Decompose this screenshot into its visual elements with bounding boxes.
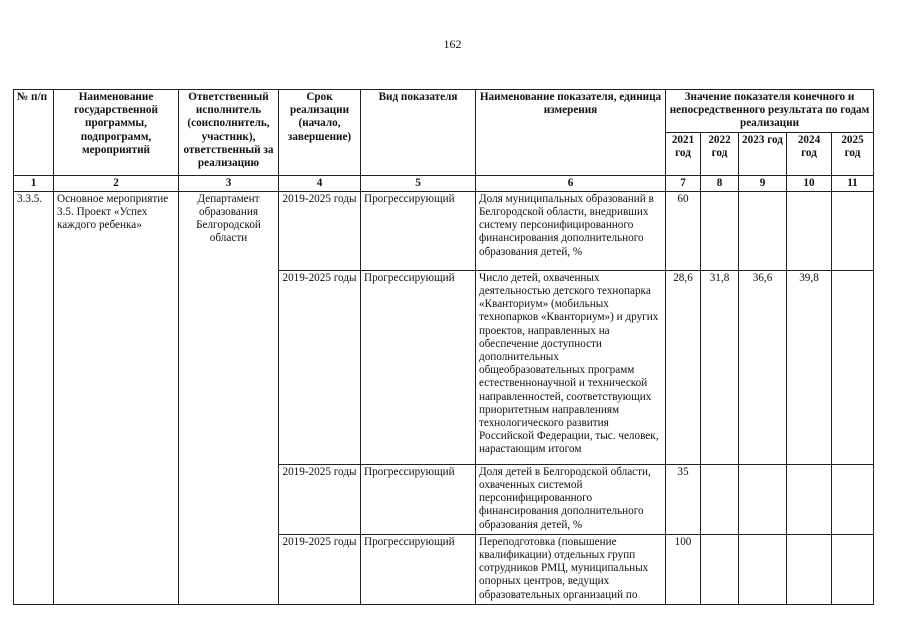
value-2021: 100: [666, 534, 701, 604]
item-number: 3.3.5.: [14, 191, 54, 604]
header-year-2024: 2024 год: [787, 132, 832, 175]
header-number: № п/п: [14, 90, 54, 176]
value-2025: [832, 534, 874, 604]
item-executor: Департамент образования Белгородской области: [179, 191, 279, 604]
value-2024: 39,8: [787, 270, 832, 464]
value-2024: [787, 464, 832, 534]
value-2021: 35: [666, 464, 701, 534]
column-number: 2: [54, 175, 179, 191]
indicator-kind-cell: Прогрессирующий: [361, 191, 476, 270]
header-year-2022: 2022 год: [701, 132, 739, 175]
column-number: 11: [832, 175, 874, 191]
value-2025: [832, 270, 874, 464]
value-2023: [739, 191, 787, 270]
term-cell: 2019-2025 годы: [279, 270, 361, 464]
value-2022: [701, 534, 739, 604]
indicators-table: [13, 89, 874, 605]
indicator-name-cell: Доля муниципальных образований в Белгородской области, внедривших систему персонифицированного финансирования дополнительного образования детей, %: [476, 191, 666, 270]
value-2025: [832, 464, 874, 534]
indicator-kind-cell: Прогрессирующий: [361, 270, 476, 464]
item-name: Основное мероприятие 3.5. Проект «Успех каждого ребенка»: [54, 191, 179, 604]
column-number: 6: [476, 175, 666, 191]
header-year-2023: 2023 год: [739, 132, 787, 175]
value-2024: [787, 191, 832, 270]
header-values-group: Значение показателя конечного и непосредственного результата по годам реализации: [666, 90, 874, 133]
value-2023: 36,6: [739, 270, 787, 464]
column-number: 8: [701, 175, 739, 191]
value-2023: [739, 464, 787, 534]
value-2024: [787, 534, 832, 604]
table-row: [14, 191, 874, 270]
header-year-2025: 2025 год: [832, 132, 874, 175]
indicator-name-cell: Доля детей в Белгородской области, охваченных системой персонифицированного финансирования дополнительного образования детей, %: [476, 464, 666, 534]
value-2025: [832, 191, 874, 270]
column-number: 7: [666, 175, 701, 191]
value-2021: 28,6: [666, 270, 701, 464]
column-number: 1: [14, 175, 54, 191]
term-cell: 2019-2025 годы: [279, 534, 361, 604]
page-number: 162: [443, 37, 462, 51]
indicator-name-cell: Переподготовка (повышение квалификации) отдельных групп сотрудников РМЦ, муниципальных опорных центров, ведущих образовательных организаций по: [476, 534, 666, 604]
header-executor: Ответственный исполнитель (соисполнитель, участник), ответственный за реализацию: [179, 90, 279, 176]
header-program-name: Наименование государственной программы, подпрограмм, мероприятий: [54, 90, 179, 176]
column-number: 5: [361, 175, 476, 191]
header-indicator-kind: Вид показателя: [361, 90, 476, 176]
value-2022: [701, 191, 739, 270]
term-cell: 2019-2025 годы: [279, 191, 361, 270]
value-2022: [701, 464, 739, 534]
indicator-kind-cell: Прогрессирующий: [361, 464, 476, 534]
column-number: 3: [179, 175, 279, 191]
header-indicator-name: Наименование показателя, единица измерения: [476, 90, 666, 176]
column-number: 10: [787, 175, 832, 191]
header-year-2021: 2021 год: [666, 132, 701, 175]
term-cell: 2019-2025 годы: [279, 464, 361, 534]
indicator-kind-cell: Прогрессирующий: [361, 534, 476, 604]
indicator-name-cell: Число детей, охваченных деятельностью детского технопарка «Кванториум» (мобильных технопарков «Кванториум») и других проектов, направленных на обеспечение доступности дополнительных общеобразовательных программ естественнонаучной и технической направленностей, соответствующих приоритетным направлениям технологического развития Российской Федерации, тыс. человек, нарастающим итогом: [476, 270, 666, 464]
column-number: 4: [279, 175, 361, 191]
value-2023: [739, 534, 787, 604]
value-2022: 31,8: [701, 270, 739, 464]
value-2021: 60: [666, 191, 701, 270]
header-term: Срок реализации (начало, завершение): [279, 90, 361, 176]
column-number: 9: [739, 175, 787, 191]
